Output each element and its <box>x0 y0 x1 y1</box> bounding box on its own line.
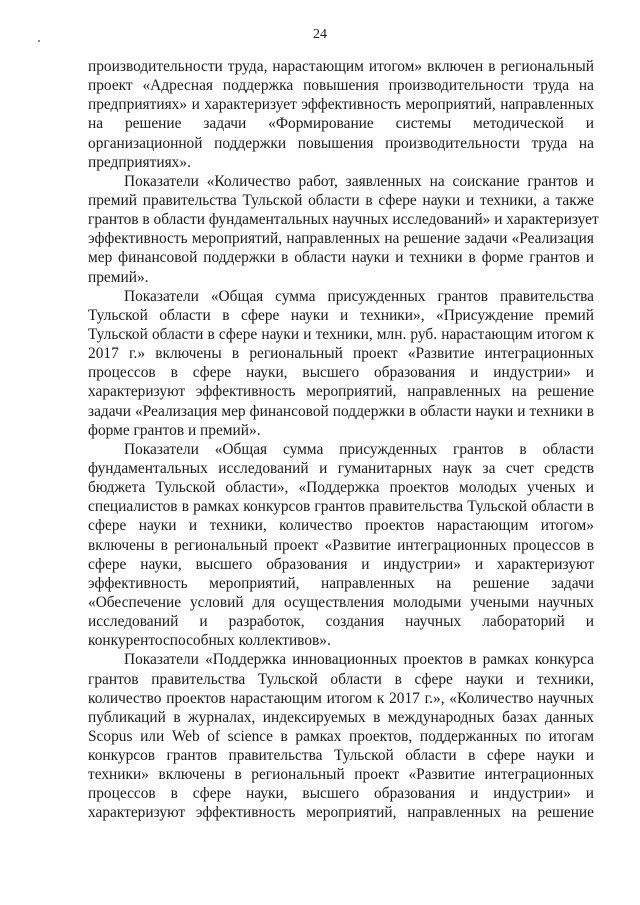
body-text <box>88 57 599 823</box>
text-line: Тульской области в сфере науки и техники, млн. руб. нарастающим итогом к <box>88 325 594 343</box>
text-line: бюджета Тульской области», «Поддержка проектов молодых ученых и <box>88 479 594 497</box>
text-line: исследований и разработок, создания научных лабораторий и <box>88 613 594 631</box>
text-line: процессов в сфере науки, высшего образования и индустрии» и <box>88 364 594 382</box>
text-line: Показатели «Общая сумма присужденных грантов правительства <box>124 287 594 305</box>
text-line: сфере науки и техники, количество проектов нарастающим итогом» <box>88 517 594 535</box>
text-line: Показатели «Поддержка инновационных проектов в рамках конкурса <box>124 651 594 669</box>
text-line: конкурсов грантов правительства Тульской области в сфере науки и <box>88 747 594 765</box>
text-line: премий». <box>88 268 149 286</box>
text-line: эффективность мероприятий, направленных на решение задачи <box>88 574 594 592</box>
text-line: производительности труда, нарастающим итогом» включен в региональный <box>88 58 594 75</box>
text-line: проект «Адресная поддержка повышения производительности труда на <box>88 77 594 95</box>
text-line: сфере науки, высшего образования и индустрии» и характеризуют <box>88 555 594 573</box>
text-line: Показатели «Общая сумма присужденных грантов в области <box>124 440 594 458</box>
text-line: техники» включены в региональный проект «Развитие интеграционных <box>88 766 594 784</box>
text-line: грантов правительства Тульской области в сфере науки и техники, <box>88 670 594 688</box>
text-line: процессов в сфере науки, высшего образования и индустрии» и <box>88 785 594 803</box>
text-line: предприятиях» и характеризует эффективность мероприятий, направленных <box>88 96 594 114</box>
scan-speck <box>38 40 40 42</box>
text-line: конкурентоспособных коллективов». <box>88 632 331 650</box>
text-line: грантов в области фундаментальных научных исследований» и характеризует <box>88 211 599 229</box>
text-line: Scopus или Web of science в рамках проектов, поддержанных по итогам <box>88 727 594 745</box>
text-line: включены в региональный проект «Развитие интеграционных процессов в <box>88 536 594 554</box>
text-line: задачи «Реализация мер финансовой поддержки в области науки и техники в <box>88 402 594 420</box>
text-line: «Обеспечение условий для осуществления молодыми учеными научных <box>88 593 594 611</box>
text-line: эффективность мероприятий, направленных на решение задачи «Реализация <box>88 230 594 248</box>
text-line: премий правительства Тульской области в сфере науки и техники, а также <box>88 191 594 209</box>
text-line: организационной поддержки повышения производительности труда на <box>88 134 594 152</box>
text-line: фундаментальных исследований и гуманитарных наук за счет средств <box>88 459 594 477</box>
text-line: на решение задачи «Формирование системы методической и <box>88 115 594 133</box>
text-line: Показатели «Количество работ, заявленных на соискание грантов и <box>124 172 594 190</box>
text-line: форме грантов и премий». <box>88 421 261 439</box>
text-line: публикаций в журналах, индексируемых в международных базах данных <box>88 708 594 726</box>
text-line: специалистов в рамках конкурсов грантов правительства Тульской области в <box>88 498 594 516</box>
text-line: количество проектов нарастающим итогом к 2017 г.», «Количество научных <box>88 689 594 707</box>
text-line: характеризуют эффективность мероприятий, направленных на решение <box>88 383 594 401</box>
text-line: характеризуют эффективность мероприятий, направленных на решение <box>88 804 594 822</box>
text-line: мер финансовой поддержки в области науки и техники в форме грантов и <box>88 249 594 267</box>
text-line: Тульской области в сфере науки и техники», «Присуждение премий <box>88 306 594 324</box>
page-number: 24 <box>313 27 327 42</box>
text-line: 2017 г.» включены в региональный проект «Развитие интеграционных <box>88 345 594 363</box>
text-line: предприятиях». <box>88 153 191 171</box>
